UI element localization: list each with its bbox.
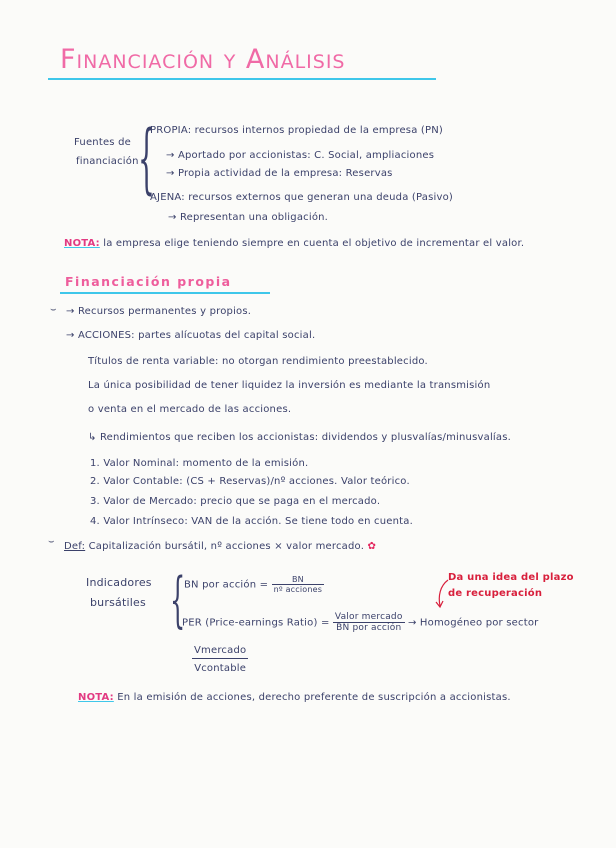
v-denominator: Vcontable	[194, 663, 247, 674]
indicadores-brace: {	[170, 565, 186, 635]
red-arrow-icon	[432, 578, 454, 610]
propia-line-3: Títulos de renta variable: no otorgan rendimiento preestablecido.	[88, 356, 428, 367]
per-denominator: BN por acción	[336, 623, 402, 633]
margin-mark-1: ⌣	[50, 304, 57, 315]
page-title: Financiación y Análisis	[60, 44, 346, 75]
red-note-1: Da una idea del plazo	[448, 572, 574, 583]
indicadores-label-1: Indicadores	[86, 576, 152, 589]
red-note-2: de recuperación	[448, 588, 543, 599]
bn-denominator: nº acciones	[273, 585, 323, 594]
fuentes-brace: {	[138, 113, 155, 202]
heart-icon: ✿	[367, 541, 377, 552]
propia-bullet-1: → Recursos permanentes y propios.	[66, 306, 252, 317]
section-title: Financiación propia	[65, 274, 232, 289]
fuentes-ajena-sub1: → Representan una obligación.	[168, 212, 329, 223]
indicadores-label-2: bursátiles	[90, 596, 146, 609]
title-underline	[48, 78, 436, 80]
propia-bullet-2: → ACCIONES: partes alícuotas del capital social.	[66, 330, 316, 341]
nota1	[64, 238, 524, 249]
propia-line-6: ↳ Rendimientos que reciben los accionistas: dividendos y plusvalías/minusvalías.	[88, 432, 512, 443]
nota1-text: la empresa elige teniendo siempre en cuenta el objetivo de incrementar el valor.	[103, 238, 525, 249]
nota1-label: NOTA:	[64, 238, 100, 249]
fuentes-propia-sub2: → Propia actividad de la empresa: Reservas	[166, 168, 393, 179]
fuentes-propia: PROPIA: recursos internos propiedad de la empresa (PN)	[150, 125, 444, 136]
nota2-text: En la emisión de acciones, derecho preferente de suscripción a accionistas.	[117, 692, 511, 703]
v-ratio	[192, 645, 248, 674]
v-fraction	[192, 645, 248, 674]
v-numerator: Vmercado	[192, 645, 248, 659]
fuentes-label-2: financiación	[76, 156, 139, 167]
bn-fraction	[272, 575, 325, 594]
per-numerator: Valor mercado	[334, 612, 403, 622]
per-formula	[182, 612, 538, 633]
per-arrow-note: → Homogéneo por sector	[407, 617, 539, 629]
fuentes-label-1: Fuentes de	[74, 137, 131, 148]
section-underline	[60, 292, 270, 294]
fuentes-ajena: AJENA: recursos externos que generan una deuda (Pasivo)	[150, 192, 454, 203]
valor-list-item-2: 2. Valor Contable: (CS + Reservas)/nº acciones. Valor teórico.	[90, 476, 410, 487]
def-line	[64, 541, 376, 552]
bn-label: BN por acción =	[184, 579, 269, 591]
per-label: PER (Price-earnings Ratio) =	[182, 617, 330, 629]
per-fraction	[333, 612, 405, 633]
valor-list-item-1: 1. Valor Nominal: momento de la emisión.	[90, 458, 309, 469]
bn-formula	[184, 575, 324, 594]
valor-list-item-4: 4. Valor Intrínseco: VAN de la acción. Se tiene todo en cuenta.	[90, 516, 413, 527]
def-label: Def:	[64, 541, 86, 552]
bn-numerator: BN	[272, 575, 325, 585]
nota2-label: NOTA:	[78, 692, 114, 703]
propia-line-5: o venta en el mercado de las acciones.	[88, 404, 292, 415]
fuentes-propia-sub1: → Aportado por accionistas: C. Social, ampliaciones	[166, 150, 435, 161]
propia-line-4: La única posibilidad de tener liquidez la inversión es mediante la transmisión	[88, 380, 491, 391]
valor-list-item-3: 3. Valor de Mercado: precio que se paga en el mercado.	[90, 496, 381, 507]
margin-mark-2: ⌣	[48, 536, 55, 547]
def-text: Capitalización bursátil, nº acciones × valor mercado.	[88, 541, 365, 552]
nota2	[78, 692, 511, 703]
